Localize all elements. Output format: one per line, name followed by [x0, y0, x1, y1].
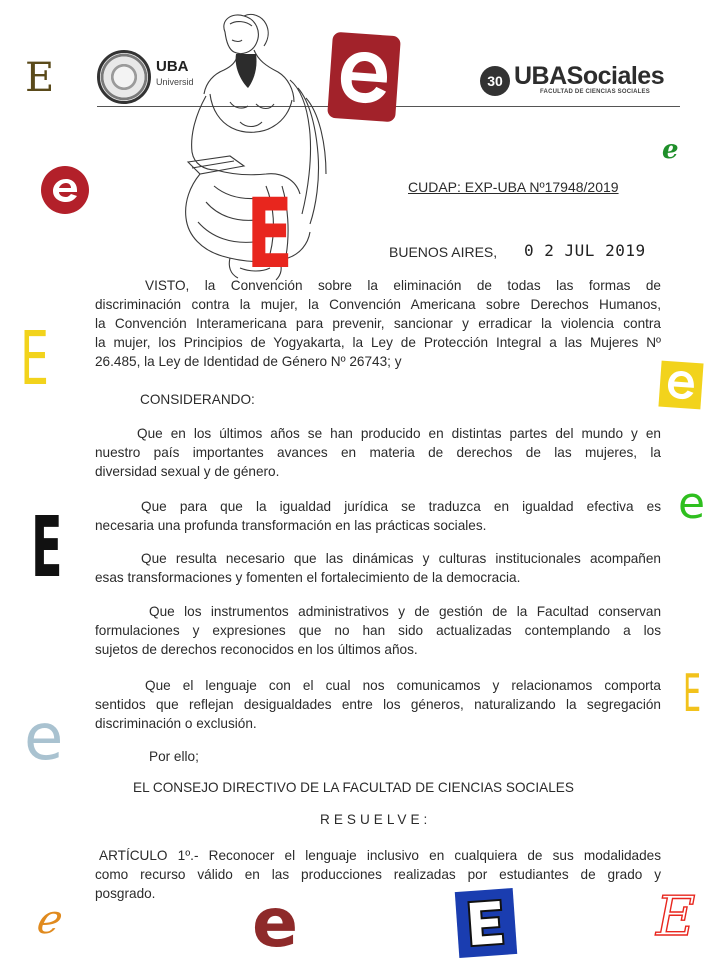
sociales-logo-text: UBASociales: [514, 62, 665, 90]
letter-e-glyph-icon: [665, 367, 697, 403]
decorative-letter-e: e: [24, 701, 64, 775]
decorative-letter-e: ℯ: [35, 897, 59, 943]
decorative-letter-e: E: [656, 885, 696, 948]
text-line: la mujer, los Principios de Yogyakarta, la Ley de Protección Integral a las Mujeres Nº: [95, 335, 661, 350]
decorative-letter-e-box: [455, 888, 517, 958]
city-label: BUENOS AIRES,: [389, 244, 498, 260]
letter-e-glyph-icon: [464, 898, 507, 949]
text-line: posgrado.: [95, 886, 156, 901]
considerando-paragraph-2: [95, 497, 661, 535]
considerando-heading: CONSIDERANDO:: [140, 392, 255, 407]
text-line: Que para que la igualdad jurídica se traduzca en igualdad efectiva es: [141, 499, 661, 514]
text-line: necesaria una profunda transformación en las prácticas sociales.: [95, 518, 487, 533]
text-line: formulaciones y expresiones que no han sido actualizadas contemplando a los: [95, 623, 661, 638]
decorative-letter-e: e: [662, 135, 679, 165]
text-line: 26.485, la Ley de Identidad de Género Nº 26743; y: [95, 354, 402, 369]
decorative-letter-e: E: [25, 55, 55, 101]
resuelve-heading: RESUELVE:: [320, 812, 432, 827]
decorative-letter-e-circle: [41, 166, 89, 214]
decorative-letter-e: E: [683, 664, 702, 724]
text-line: Que el lenguaje con el cual nos comunicamos y relacionamos comporta: [145, 678, 661, 693]
considerando-paragraph-5: [95, 676, 661, 733]
text-line: como recurso válido en las producciones realizadas por estudiantes de grado y: [95, 867, 661, 882]
text-line: Que en los últimos años se han producido en distintas partes del mundo y en: [137, 426, 661, 441]
consejo-heading: EL CONSEJO DIRECTIVO DE LA FACULTAD DE CIENCIAS SOCIALES: [133, 780, 574, 795]
text-line: sentidos que reflejan desigualdades entre los géneros, naturalizando la segregación: [95, 697, 661, 712]
considerando-paragraph-4: [95, 602, 661, 659]
sociales-badge: 30: [480, 66, 510, 96]
text-line: ARTÍCULO 1º.- Reconocer el lenguaje inclusivo en cualquiera de sus modalidades: [99, 848, 661, 863]
text-line: la Convención Interamericana para prevenir, sancionar y erradicar la violencia contra: [95, 316, 661, 331]
visto-paragraph: [95, 276, 661, 371]
considerando-paragraph-3: [95, 549, 661, 587]
letter-e-glyph-icon: [335, 44, 393, 110]
uba-logo-text: UBA: [156, 58, 189, 75]
decorative-letter-e-box: [327, 32, 401, 123]
por-ello-text: Por ello;: [149, 749, 199, 764]
decorative-letter-e: E: [20, 316, 49, 402]
text-line: VISTO, la Convención sobre la eliminación de todas las formas de: [145, 278, 661, 293]
text-line: sujetos de derechos reconocidos en los últimos años.: [95, 642, 418, 657]
articulo-1-paragraph: [95, 846, 661, 903]
text-line: Que los instrumentos administrativos y de gestión de la Facultad conservan: [149, 604, 661, 619]
decorative-letter-e: e: [678, 478, 706, 529]
date-stamp: 0 2 JUL 2019: [524, 241, 646, 260]
text-line: discriminación o exclusión.: [95, 716, 257, 731]
expediente-number: CUDAP: EXP-UBA Nº17948/2019: [408, 179, 619, 195]
decorative-letter-e: E: [31, 498, 63, 596]
uba-seal-logo: [97, 50, 151, 104]
decorative-letter-e-box: [658, 361, 703, 410]
text-line: nuestro país importantes avances en materia de derechos de las mujeres, la: [95, 445, 661, 460]
text-line: Que resulta necesario que las dinámicas y culturas institucionales acompañen: [141, 551, 661, 566]
considerando-paragraph-1: [95, 424, 661, 481]
letter-e-glyph-icon: [50, 175, 80, 205]
decorative-letter-e: e: [252, 884, 299, 963]
sociales-logo-subtext: FACULTAD DE CIENCIAS SOCIALES: [540, 89, 650, 95]
decorative-letter-e: E: [246, 178, 294, 290]
text-line: discriminación contra la mujer, la Convención Americana sobre Derechos Humanos,: [95, 297, 661, 312]
text-line: diversidad sexual y de género.: [95, 464, 280, 479]
text-line: esas transformaciones y fomenten el fortalecimiento de la democracia.: [95, 570, 521, 585]
uba-logo-subtext: Universid: [156, 77, 194, 87]
